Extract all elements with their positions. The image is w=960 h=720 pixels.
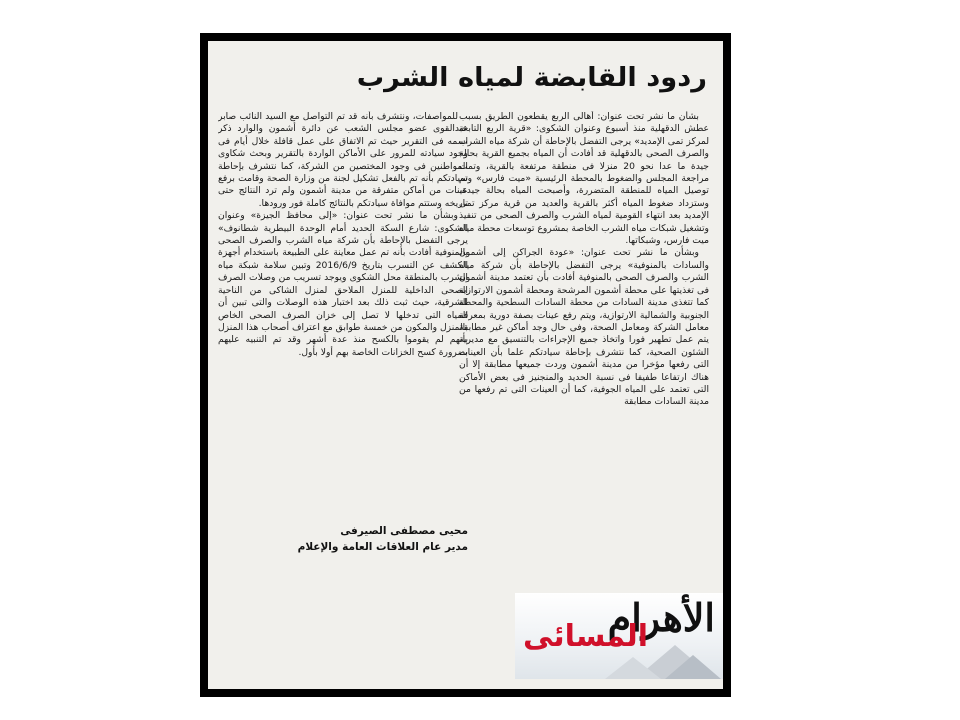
paragraph: بشأن ما نشر تحت عنوان: أهالى الربع يقطعون الطريق بسبب عطش الدقهلية منذ أسبوع وعنوان الشكوى: «قرية الربع التابعة لمركز تمى الإمديد» يرجى التفضل بالإحاطة أن شركة مياه الشرب والصرف الصحى بالدقهلية قد أفادت أن المياه بجميع القرية بحالة جيدة ما عدا نحو 20 منزلا فى منطقة مرتفعة بالقرية، وتمت مراجعة المجلس والضغوط بالمحطة الرئيسية «ميت فارس» وتم توصيل المياه للمنطقة المتضررة، وأصبحت المياه بحالة جيدة، وستزداد ضغوط المياه أكثر بالقرية والعديد من قرية مركز تمى الإمديد بعد انتهاء القومية لمياه الشرب والصرف الصحى من تنفيذ وتشغيل شبكات مياه الشرب الخاصة بمشروع توسعات محطة مياه ميت فارس، وشبكاتها. [459,111,709,247]
article-column-left [218,111,468,523]
paragraph: وبشأن ما نشر تحت عنوان: «إلى محافظ الجيزة» وعنوان الشكوى: شارع السكة الحديد أمام الوحدة البيطرية شطانوف» يرجى التفضل بالإحاطة بأن شركة مياه الشرب والصرف الصحى بالمنوفية أفادت بأنه تم عمل معاينة على الطبيعة باستخدام أجهزة الكشف عن التسرب بتاريخ 2016/6/9 وتبين سلامة شبكة مياه الشرب بالمنطقة محل الشكوى ويوجد تسريب من وصلات الصرف الصحى الداخلية للمنزل الملاحق لمنزل الشاكى من الناحية الشرقية، حيث ثبت ذلك بعد اختبار هذه الوصلات والتى تبين أن المياه التى تدخلها لا تصل إلى خزان الصرف الصحى الخاص بالمنزل والمكون من خمسة طوابق مع اعتراف أصحاب هذا المنزل بأنهم لم يقوموا بالكسح منذ عدة أشهر وقد تم التنبيه عليهم بضرورة كسح الخزانات الخاصة بهم أولا بأول. [218,210,468,358]
logo-text-ahram: الأهرام [607,595,715,640]
logo-text-masaei: المسائى [523,619,649,654]
newspaper-clipping [208,41,723,689]
article-column-right [459,111,709,591]
signature-name: محيى مصطفى الصيرفى [340,525,468,537]
paragraph: وبشأن ما نشر تحت عنوان: «عودة الجراكن إلى أشمون والسادات بالمنوفية» يرجى التفضل بالإحاطة بأن شركة مياه الشرب والصرف الصحى بالمنوفية أفادت بأن تعتمد مدينة أشمون فى تغذيتها على محطة أشمون المرشحة ومحطة أشمون الارتوازية كما تتغذى مدينة السادات من محطة السادات السطحية والمحطة الجنوبية والشمالية الارتوازية، ويتم رفع عينات بصفة دورية بمعرفة معامل الشركة ومعامل الصحة، وفى حال وجد أماكن غير مطابقة يتم عمل تطهير فورا واتخاذ جميع الإجراءات بالتنسيق مع مديرية الشئون الصحية، كما نتشرف بإحاطة سيادتكم علما بأن العينات التى رفعها مؤخرا من مدينة أشمون وردت جميعها مطابقة إلا أن هناك ارتفاعا طفيفا فى نسبة الحديد والمنجنيز فى بعض الأماكن التى تعتمد على المياه الجوفية، كما أن العينات التى تم رفعها من مدينة السادات مطابقة [459,247,709,408]
signature-title: مدير عام العلاقات العامة والإعلام [297,541,468,553]
paragraph: للمواصفات، ونتشرف بأنه قد تم التواصل مع السيد النائب صابر عبدالقوى عضو مجلس الشعب عن دائرة أشمون والوارد ذكر اسمه فى التقرير حيث تم الاتفاق على عمل قافلة خلال أيام فى وجود سيادته للمرور على الأماكن الواردة بالتقرير وبحث شكاوى المواطنين فى وجود المختصين من الشركة، كما نتشرف بإحاطة سيادتكم بأنه تم بالفعل تشكيل لجنة من وزارة الصحة وقامت برفع عينات من أماكن متفرقة من مدينة أشمون ولم ترد النتائج حتى تاريخه وستتم موافاة سيادتكم بالنتائج كاملة فور ورودها. [218,111,468,209]
clipping-frame [200,33,731,697]
headline: ردود القابضة لمياه الشرب [356,63,707,93]
newspaper-logo [515,593,723,679]
